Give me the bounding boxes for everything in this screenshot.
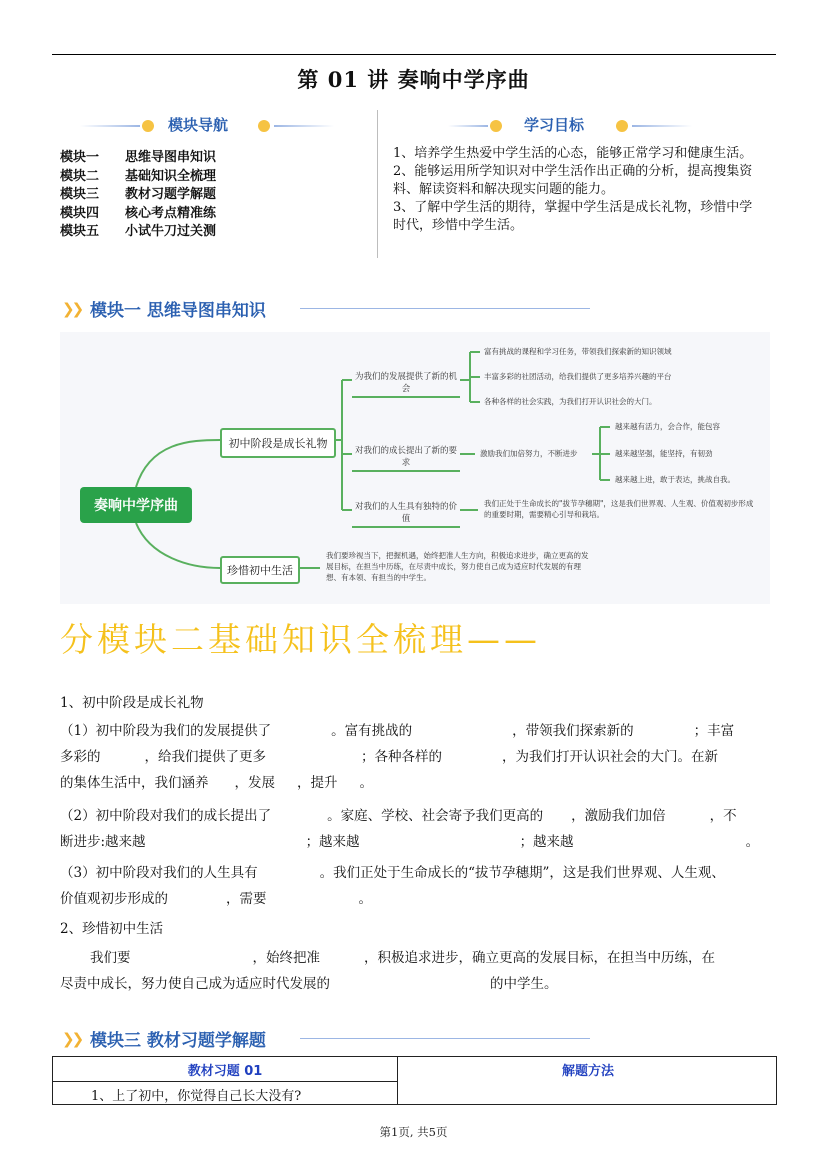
goals-heading-text: 学习目标 [524, 116, 585, 134]
module1-band [62, 294, 592, 324]
double-chevron-icon: ❯❯ [62, 1030, 82, 1048]
module2-title: 分模块二基础知识全梳理—— [60, 620, 541, 659]
exercise-table [52, 1056, 777, 1105]
mind-map [60, 332, 770, 604]
heading-dot-icon [258, 120, 270, 132]
mind-map-subnode: 为我们的发展提供了新的机会 [352, 370, 460, 398]
mind-map-branch: 初中阶段是成长礼物 [220, 428, 336, 458]
learning-goals-list [393, 145, 763, 235]
table-divider [53, 1081, 397, 1082]
exercise-question: 1、上了初中，你觉得自己长大没有? [91, 1089, 302, 1104]
mind-map-leaf: 我们正处于生命成长的"拔节孕穗期"，这是我们世界观、人生观、价值观初步形成的重要时期，需要精心引导和栽培。 [484, 499, 754, 519]
section-heading: 1、初中阶段是成长礼物 [60, 695, 204, 711]
table-header-method: 解题方法 [561, 1064, 614, 1079]
nav-item: 模块三 教材习题学解题 [60, 187, 217, 202]
section-heading: 2、珍惜初中生活 [60, 921, 164, 937]
mind-map-leaf: 富有挑战的课程和学习任务，带领我们探索新的知识领域 [484, 347, 672, 356]
module-nav-list [60, 149, 216, 242]
goal-item: 3、了解中学生活的期待，掌握中学生活是成长礼物，珍惜中学时代，珍惜中学生活。 [393, 200, 753, 233]
mind-map-leaf: 各种各样的社会实践，为我们打开认识社会的大门。 [484, 397, 657, 406]
heading-line-left [448, 125, 488, 127]
mind-map-root: 奏响中学序曲 [80, 487, 192, 523]
nav-item: 模块五 小试牛刀过关测 [60, 224, 217, 239]
heading-dot-icon [616, 120, 628, 132]
nav-item: 模块一 思维导图串知识 [60, 150, 217, 165]
mind-map-branch: 珍惜初中生活 [220, 556, 300, 584]
goal-item: 1、培养学生热爱中学生活的心态，能够正常学习和健康生活。 [393, 146, 753, 161]
column-divider [377, 110, 378, 258]
module3-title: 模块三 教材习题学解题 [90, 1031, 266, 1051]
heading-line-right [632, 125, 692, 127]
mind-map-leaf: 越来越坚强，能坚持，有韧劲 [615, 449, 713, 458]
fill-in-paragraph: 我们要 ，始终把准 ，积极追求进步，确立更高的发展目标，在担当中历练，在 尽责中成长，努力使自己成为适应时代发展的 的中学生。 [60, 950, 715, 992]
fill-in-paragraph: （1）初中阶段为我们的发展提供了 。富有挑战的 ，带领我们探索新的 ；丰富 多彩的 ，给我们提供了更多 ；各种各样的 ，为我们打开认识社会的大门。在新 的集体生活中，我们涵养 ，发展 ，提升 。 [60, 723, 735, 791]
goal-item: 2、能够运用所学知识对中学生活作出正确的分析，提高搜集资料、解读资料和解决现实问题的能力。 [393, 164, 753, 197]
mind-map-leaf: 越来越有活力，会合作，能包容 [615, 422, 720, 431]
nav-item: 模块四 核心考点精准练 [60, 205, 217, 221]
mind-map-leaf: 激励我们加倍努力，不断进步 [480, 449, 578, 458]
nav-item: 模块二 基础知识全梳理 [60, 168, 217, 184]
mind-map-leaf: 我们要珍视当下，把握机遇，始终把准人生方向，积极追求进步，确立更高的发展目标，在担当中历练，在尽责中成长，努力使自己成为适应时代发展的有理想、有本领、有担当的中学生。 [326, 551, 589, 582]
module1-title: 模块一 思维导图串知识 [90, 301, 266, 321]
heading-line-left [80, 125, 140, 127]
top-rule [52, 54, 776, 55]
page-title: 第 01 讲 奏响中学序曲 [297, 67, 530, 92]
mind-map-subnode: 对我们的成长提出了新的要求 [352, 444, 460, 472]
heading-dot-icon [490, 120, 502, 132]
heading-dot-icon [142, 120, 154, 132]
double-chevron-icon: ❯❯ [62, 300, 82, 318]
module3-band [62, 1024, 592, 1054]
fill-in-paragraph: （3）初中阶段对我们的人生具有 。我们正处于生命成长的“拔节孕穗期”，这是我们世界观、人生观、 价值观初步形成的 ，需要 。 [60, 865, 725, 907]
heading-line-right [274, 125, 334, 127]
learning-goals-heading [448, 114, 698, 136]
nav-heading-text: 模块导航 [168, 116, 229, 134]
mind-map-leaf: 越来越上进，敢于表达，挑战自我。 [615, 475, 735, 484]
module-rule [300, 308, 590, 309]
fill-in-paragraph: （2）初中阶段对我们的成长提出了 。家庭、学校、社会寄予我们更高的 ，激励我们加倍 ，不 断进步:越来越 ；越来越 ；越来越 。 [60, 808, 760, 850]
page-footer: 第1页, 共5页 [379, 1125, 448, 1139]
mind-map-subnode: 对我们的人生具有独特的价值 [352, 500, 460, 528]
mind-map-leaf: 丰富多彩的社团活动，给我们提供了更多培养兴趣的平台 [484, 372, 672, 381]
module-rule [300, 1038, 590, 1039]
table-header-exercise: 教材习题 01 [187, 1064, 263, 1079]
module-nav-heading [80, 114, 340, 136]
